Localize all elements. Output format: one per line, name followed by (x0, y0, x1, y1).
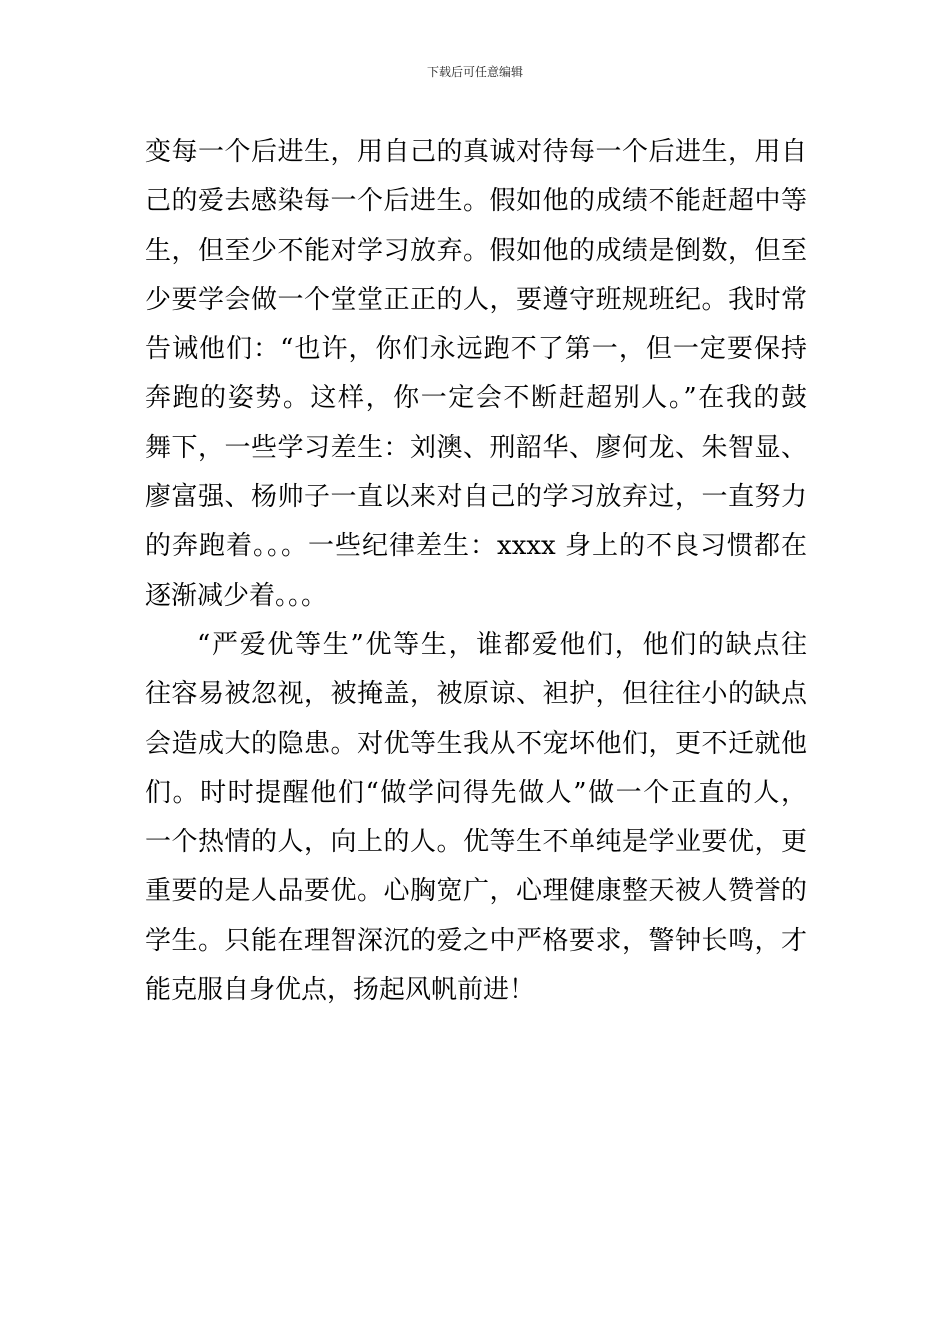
document-body (145, 128, 807, 1015)
text-line: 生，但至少不能对学习放弃。假如他的成绩是倒数，但至 (145, 235, 807, 266)
text-line: 会造成大的隐患。对优等生我从不宠坏他们，更不迁就他 (145, 728, 807, 759)
text-line: 廖富强、杨帅子一直以来对自己的学习放弃过，一直努力 (145, 482, 807, 513)
text-line: “严爱优等生”优等生，谁都爱他们，他们的缺点往 (197, 629, 807, 660)
text-line: 学生。只能在理智深沉的爱之中严格要求，警钟长鸣，才 (145, 925, 807, 956)
text-line: 一个热情的人，向上的人。优等生不单纯是学业要优，更 (145, 827, 807, 858)
text-line: 能克服自身优点，扬起风帆前进！ (145, 975, 536, 1006)
text-line: 逐渐减少着。。。 (145, 580, 328, 611)
text-line: 往容易被忽视，被掩盖，被原谅、袒护，但往往小的缺点 (145, 679, 807, 710)
text-line: 告诫他们：“也许，你们永远跑不了第一，但一定要保持 (145, 334, 807, 365)
text-line: 们。时时提醒他们“做学问得先做人”做一个正直的人， (145, 777, 807, 808)
text-line: 的奔跑着。。。一些纪律差生：xxxx 身上的不良习惯都在 (145, 531, 807, 562)
page-header: 下载后可任意编辑 (426, 65, 523, 79)
text-line: 变每一个后进生，用自己的真诚对待每一个后进生，用自 (145, 137, 807, 167)
text-line: 舞下，一些学习差生：刘澳、刑韶华、廖何龙、朱智显、 (145, 432, 807, 463)
text-line: 奔跑的姿势。这样，你一定会不断赶超别人。”在我的鼓 (145, 383, 807, 414)
text-line: 少要学会做一个堂堂正正的人，要遵守班规班纪。我时常 (145, 284, 807, 315)
paragraph-2 (145, 621, 807, 1015)
paragraph-1 (145, 128, 807, 621)
text-line: 己的爱去感染每一个后进生。假如他的成绩不能赶超中等 (145, 186, 807, 217)
text-line: 重要的是人品要优。心胸宽广，心理健康整天被人赞誉的 (145, 876, 807, 907)
